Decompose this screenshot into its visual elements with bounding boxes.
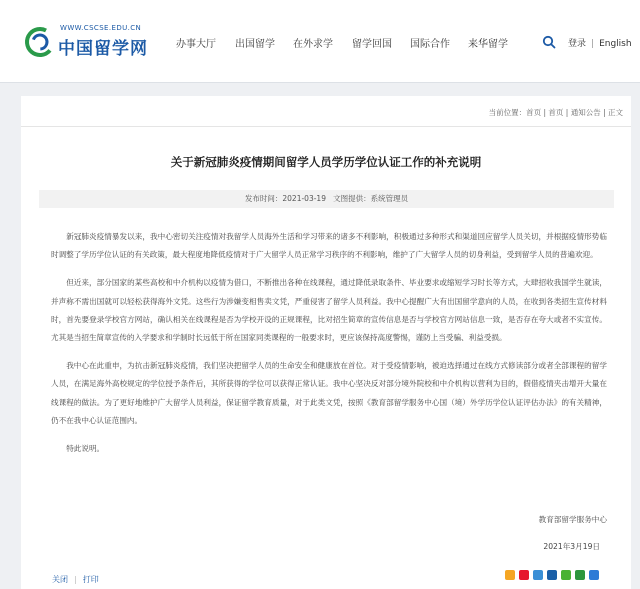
breadcrumb-separator: | xyxy=(541,108,549,117)
logo-name-text: 中国留学网 xyxy=(58,39,148,59)
breadcrumb-separator: | xyxy=(563,108,571,117)
logo-url-text: WWW.CSCSE.EDU.CN xyxy=(60,24,142,32)
article-paragraph: 新冠肺炎疫情暴发以来，我中心密切关注疫情对我留学人员海外生活和学习带来的诸多不利影响，积极通过多种形式和渠道回应留学人员关切，并根据疫情形势临时调整了学历学位认证的有关政策，最大程度地降低疫情对于广大留学人员正常学习秩序的不利影响，维护了广大留学人员的切身利益，受到留学人员的普遍欢迎。 xyxy=(51,232,607,260)
breadcrumb-item-current: 正文 xyxy=(608,108,623,117)
provider-label: 文图提供： xyxy=(333,194,371,203)
print-link[interactable]: 打印 xyxy=(82,575,99,584)
bottom-actions xyxy=(52,574,99,585)
logo-emblem-icon xyxy=(24,26,56,58)
breadcrumb-item-home-2[interactable]: 首页 xyxy=(548,108,564,117)
search-icon[interactable] xyxy=(542,35,556,49)
wechat-share-icon[interactable] xyxy=(561,570,571,580)
site-header xyxy=(0,0,640,83)
renren-share-icon[interactable] xyxy=(547,570,557,580)
nav-separator: | xyxy=(591,39,595,49)
breadcrumb-separator: | xyxy=(600,108,608,117)
publish-date: 2021-03-19 xyxy=(282,194,326,203)
footer-separator: | xyxy=(74,575,77,584)
breadcrumb-prefix: 当前位置： xyxy=(488,108,527,117)
article-signature: 教育部留学服务中心 xyxy=(538,515,607,524)
breadcrumb-divider xyxy=(21,126,631,127)
article-title: 关于新冠肺炎疫情期间留学人员学历学位认证工作的补充说明 xyxy=(170,155,482,169)
account-links xyxy=(568,36,632,49)
nav-item-international-cooperation[interactable]: 国际合作 xyxy=(410,39,450,50)
provider-name: 系统管理员 xyxy=(370,194,409,203)
tqq-share-icon[interactable] xyxy=(533,570,543,580)
douban-share-icon[interactable] xyxy=(575,570,585,580)
login-link[interactable]: 登录 xyxy=(568,39,587,49)
breadcrumb-item-home[interactable]: 首页 xyxy=(526,108,542,117)
publish-label: 发布时间： xyxy=(244,194,283,203)
weibo-share-icon[interactable] xyxy=(519,570,529,580)
close-link[interactable]: 关闭 xyxy=(52,575,68,584)
nav-item-study-abroad[interactable]: 出国留学 xyxy=(235,39,275,50)
article-body xyxy=(51,228,607,468)
breadcrumb-item-notices[interactable]: 通知公告 xyxy=(570,108,601,117)
english-link[interactable]: English xyxy=(599,39,632,49)
article-paragraph: 我中心在此重申，为抗击新冠肺炎疫情，我们坚决把留学人员的生命安全和健康放在首位。对于受疫情影响，被迫选择通过在线方式修读部分或者全部课程的留学人员，在满足海外高校规定的学位授予条件后，其所获得的学位可以获得正常认证。我中心坚决反对部分境外院校和中介机构以营利为目的，假借疫情夹击增开大量在线课程的做法。为了更好地维护广大留学人员利益，保证留学教育质量，对于此类文凭，按照《教育部留学服务中心国（境）外学历学位认证评估办法》的有关精神，仍不在我中心认证范围内。 xyxy=(51,361,607,425)
nav-item-studying-overseas[interactable]: 在外求学 xyxy=(293,39,333,50)
article-container xyxy=(21,96,631,589)
nav-item-study-in-china[interactable]: 来华留学 xyxy=(468,39,508,50)
share-bar xyxy=(505,570,599,580)
article-date: 2021年3月19日 xyxy=(543,542,600,551)
nav-item-return-home[interactable]: 留学回国 xyxy=(352,39,392,50)
nav-item-service-hall[interactable]: 办事大厅 xyxy=(176,39,216,50)
site-logo[interactable] xyxy=(24,22,148,64)
more-share-icon[interactable] xyxy=(589,570,599,580)
breadcrumb xyxy=(489,107,623,118)
article-paragraph: 但近来，部分国家的某些高校和中介机构以疫情为借口，不断推出各种在线课程，通过降低录取条件、毕业要求或缩短学习时长等方式，大肆招收我国学生就读，并声称不需出国就可以轻松获得海外文凭。这些行为涉嫌变相售卖文凭，严重侵害了留学人员利益。我中心提醒广大有出国留学意向的人员，在收到各类招生宣传材料时，首先要登录学校官方网站，确认相关在线课程是否为学校开设的正规课程，比对招生简章的宣传信息是否与学校官方网站信息一致，是否存在夸大或者不实宣传。尤其是当招生简章宣传的入学要求和学制时长远低于所在国家同类课程的一般要求时，更应该保持高度警惕，谨防上当受骗、利益受损。 xyxy=(51,278,607,343)
article-meta xyxy=(39,190,614,208)
article-paragraph: 特此说明。 xyxy=(66,444,105,454)
qzone-share-icon[interactable] xyxy=(505,570,515,580)
